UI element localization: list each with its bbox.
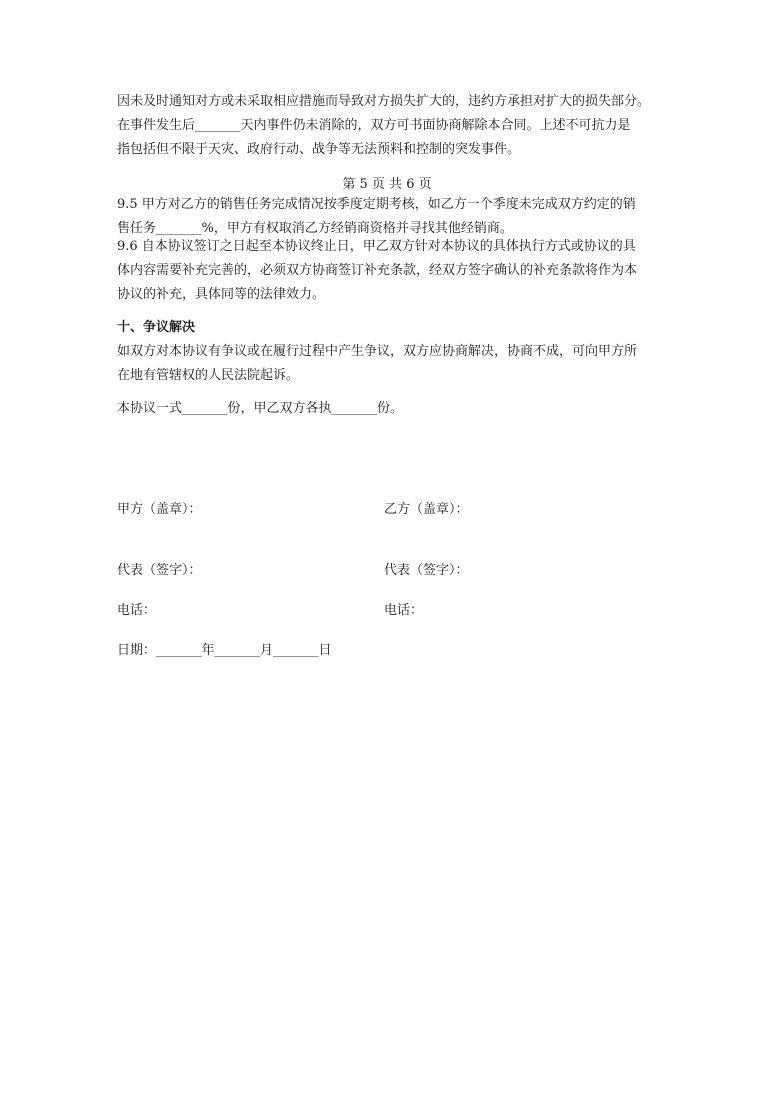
text-line: 在地有管辖权的人民法院起诉。 xyxy=(117,368,300,383)
text-line: 售任务_______%，甲方有权取消乙方经销商资格并寻找其他经销商。 xyxy=(117,221,513,236)
text-line: 协议的补充，具体同等的法律效力。 xyxy=(117,287,326,302)
text-line: 在事件发生后_______天内事件仍未消除的，双方可书面协商解除本合同。上述不可抗力是 xyxy=(117,118,631,133)
copies-clause xyxy=(117,397,677,421)
text-line: 本协议一式_______份，甲乙双方各执_______份。 xyxy=(117,401,404,416)
text-line: 因未及时通知对方或未采取相应措施而导致对方损失扩大的，违约方承担对扩大的损失部分。 xyxy=(117,94,651,109)
page-footer: 第 5 页 共 6 页 xyxy=(342,177,432,192)
clause-9-4-continuation xyxy=(117,90,677,162)
date-line: 日期：_______年_______月_______日 xyxy=(117,643,332,658)
party-a-phone-label: 电话： xyxy=(117,603,157,618)
text-line: 9.5 甲方对乙方的销售任务完成情况按季度定期考核，如乙方一个季度未完成双方约定的销 xyxy=(117,197,636,212)
section-heading: 十、争议解决 xyxy=(117,320,196,335)
text-line: 体内容需要补充完善的，必须双方协商签订补充条款，经双方签字确认的补充条款将作为本 xyxy=(117,263,638,278)
clause-9-5 xyxy=(117,193,677,241)
text-line: 9.6 自本协议签订之日起至本协议终止日，甲乙双方针对本协议的具体执行方式或协议的具 xyxy=(117,239,636,254)
text-line: 指包括但不限于天灾、政府行动、战争等无法预料和控制的突发事件。 xyxy=(117,142,521,157)
party-a-seal-label: 甲方（盖章）： xyxy=(117,502,202,517)
party-b-phone-label: 电话： xyxy=(384,603,424,618)
party-b-seal-label: 乙方（盖章）： xyxy=(384,502,469,517)
text-line: 如双方对本协议有争议或在履行过程中产生争议，双方应协商解决，协商不成，可向甲方所 xyxy=(117,344,638,359)
clause-9-6 xyxy=(117,235,677,307)
party-a-rep-label: 代表（签字）： xyxy=(117,563,202,578)
party-b-rep-label: 代表（签字）： xyxy=(384,563,469,578)
section-10 xyxy=(117,316,677,388)
